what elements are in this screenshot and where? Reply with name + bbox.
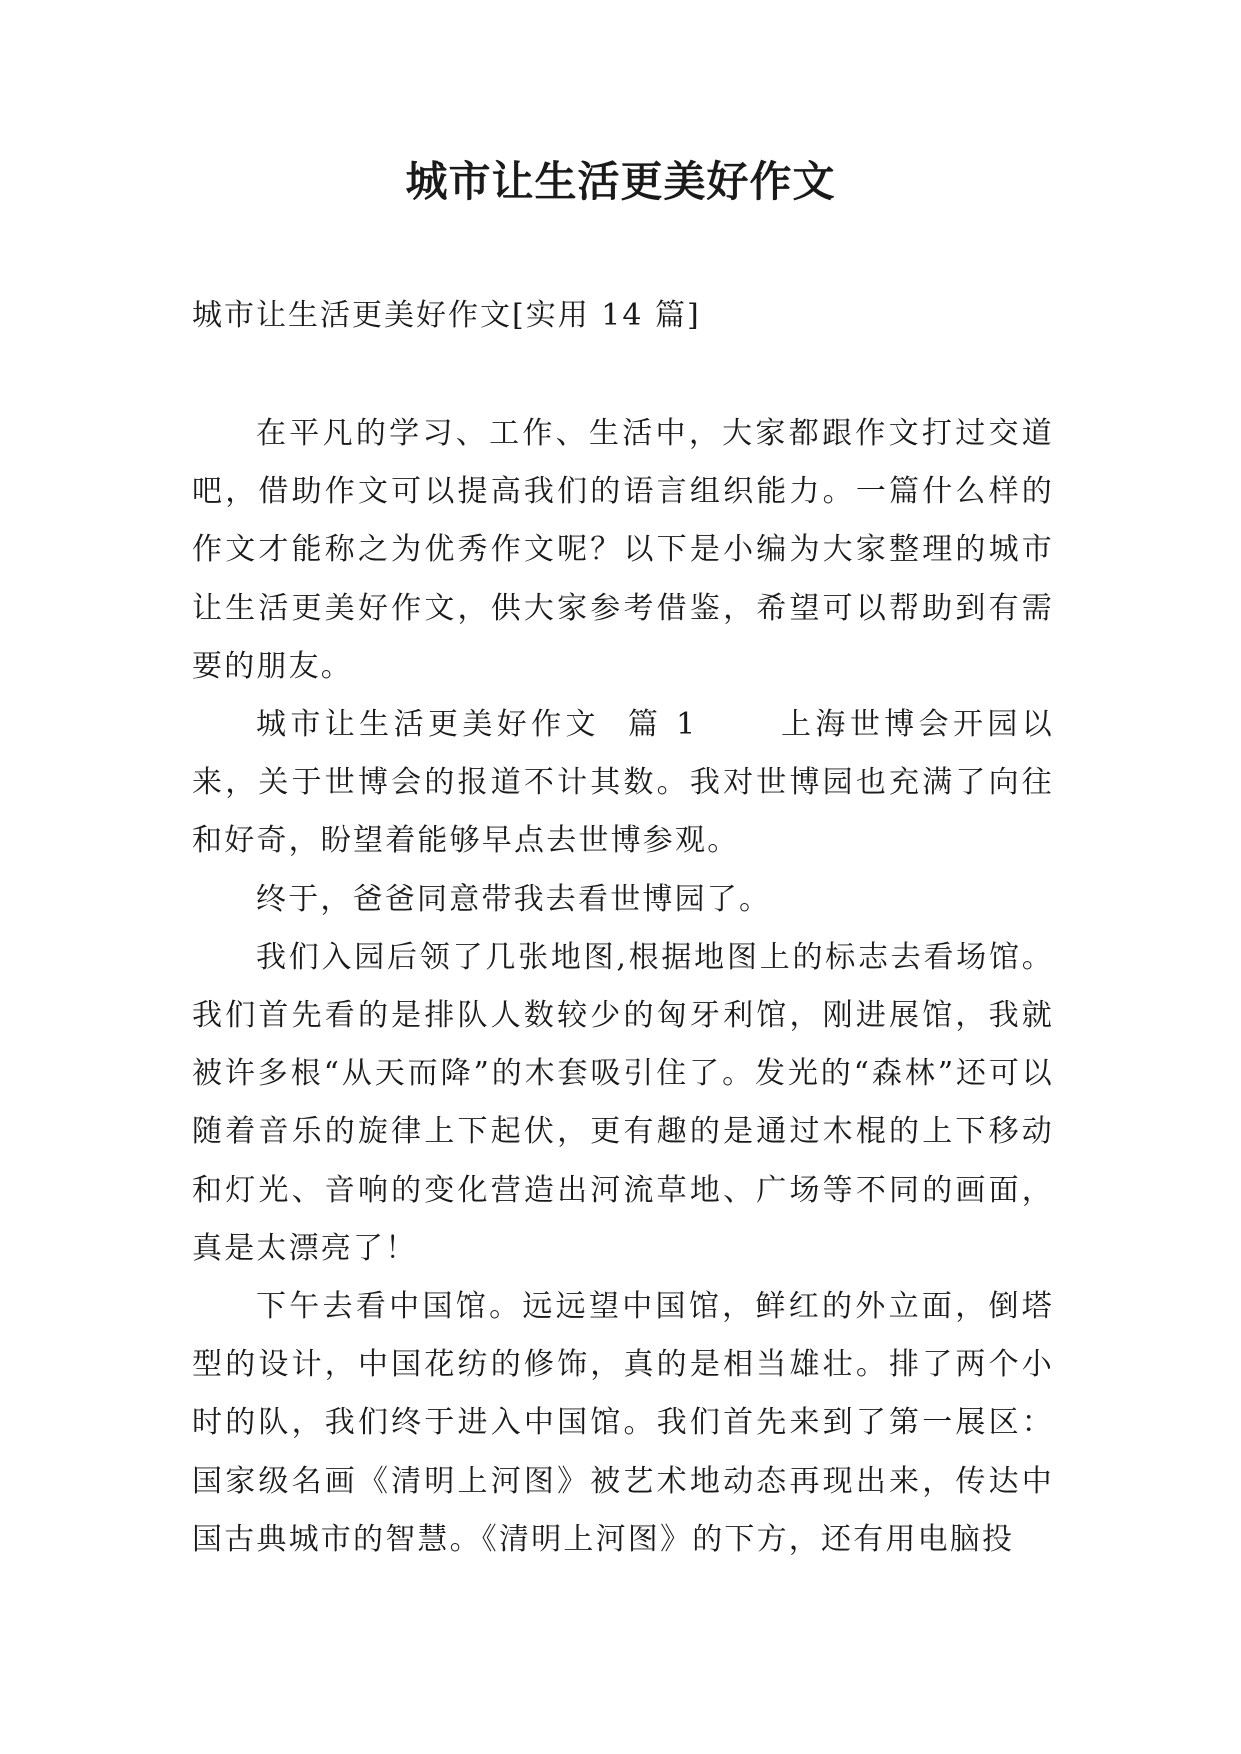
paragraph-hungary-pavilion: 我们入园后领了几张地图,根据地图上的标志去看场馆。我们首先看的是排队人数较少的匈牙利馆，刚进展馆，我就被许多根“从天而降”的木套吸引住了。发光的“森林”还可以随着音乐的旋律上下起伏，更有趣的是通过木棍的上下移动和灯光、音响的变化营造出河流草地、广场等不同的画面，真是太漂亮了！: [192, 939, 1054, 1266]
paragraph-finally: 终于，爸爸同意带我去看世博园了。: [256, 881, 772, 917]
document-body: [192, 405, 1054, 1569]
paragraph-intro: 在平凡的学习、工作、生活中，大家都跟作文打过交道吧，借助作文可以提高我们的语言组织能力。一篇什么样的作文才能称之为优秀作文呢？以下是小编为大家整理的城市让生活更美好作文，供大家参考借鉴，希望可以帮助到有需要的朋友。: [192, 416, 1054, 684]
paragraph-essay-1-start: 城市让生活更美好作文 篇 1 上海世博会开园以来，关于世博会的报道不计其数。我对世博园也充满了向往和好奇，盼望着能够早点去世博参观。: [192, 707, 1054, 859]
paragraph-china-pavilion: 下午去看中国馆。远远望中国馆，鲜红的外立面，倒塔型的设计，中国花纺的修饰，真的是相当雄壮。排了两个小时的队，我们终于进入中国馆。我们首先来到了第一展区：国家级名画《清明上河图》被艺术地动态再现出来，传达中国古典城市的智慧。《清明上河图》的下方，还有用电脑投: [192, 1289, 1054, 1557]
document-title: 城市让生活更美好作文: [405, 157, 836, 206]
document-subtitle: 城市让生活更美好作文[实用 14 篇]: [192, 298, 701, 333]
